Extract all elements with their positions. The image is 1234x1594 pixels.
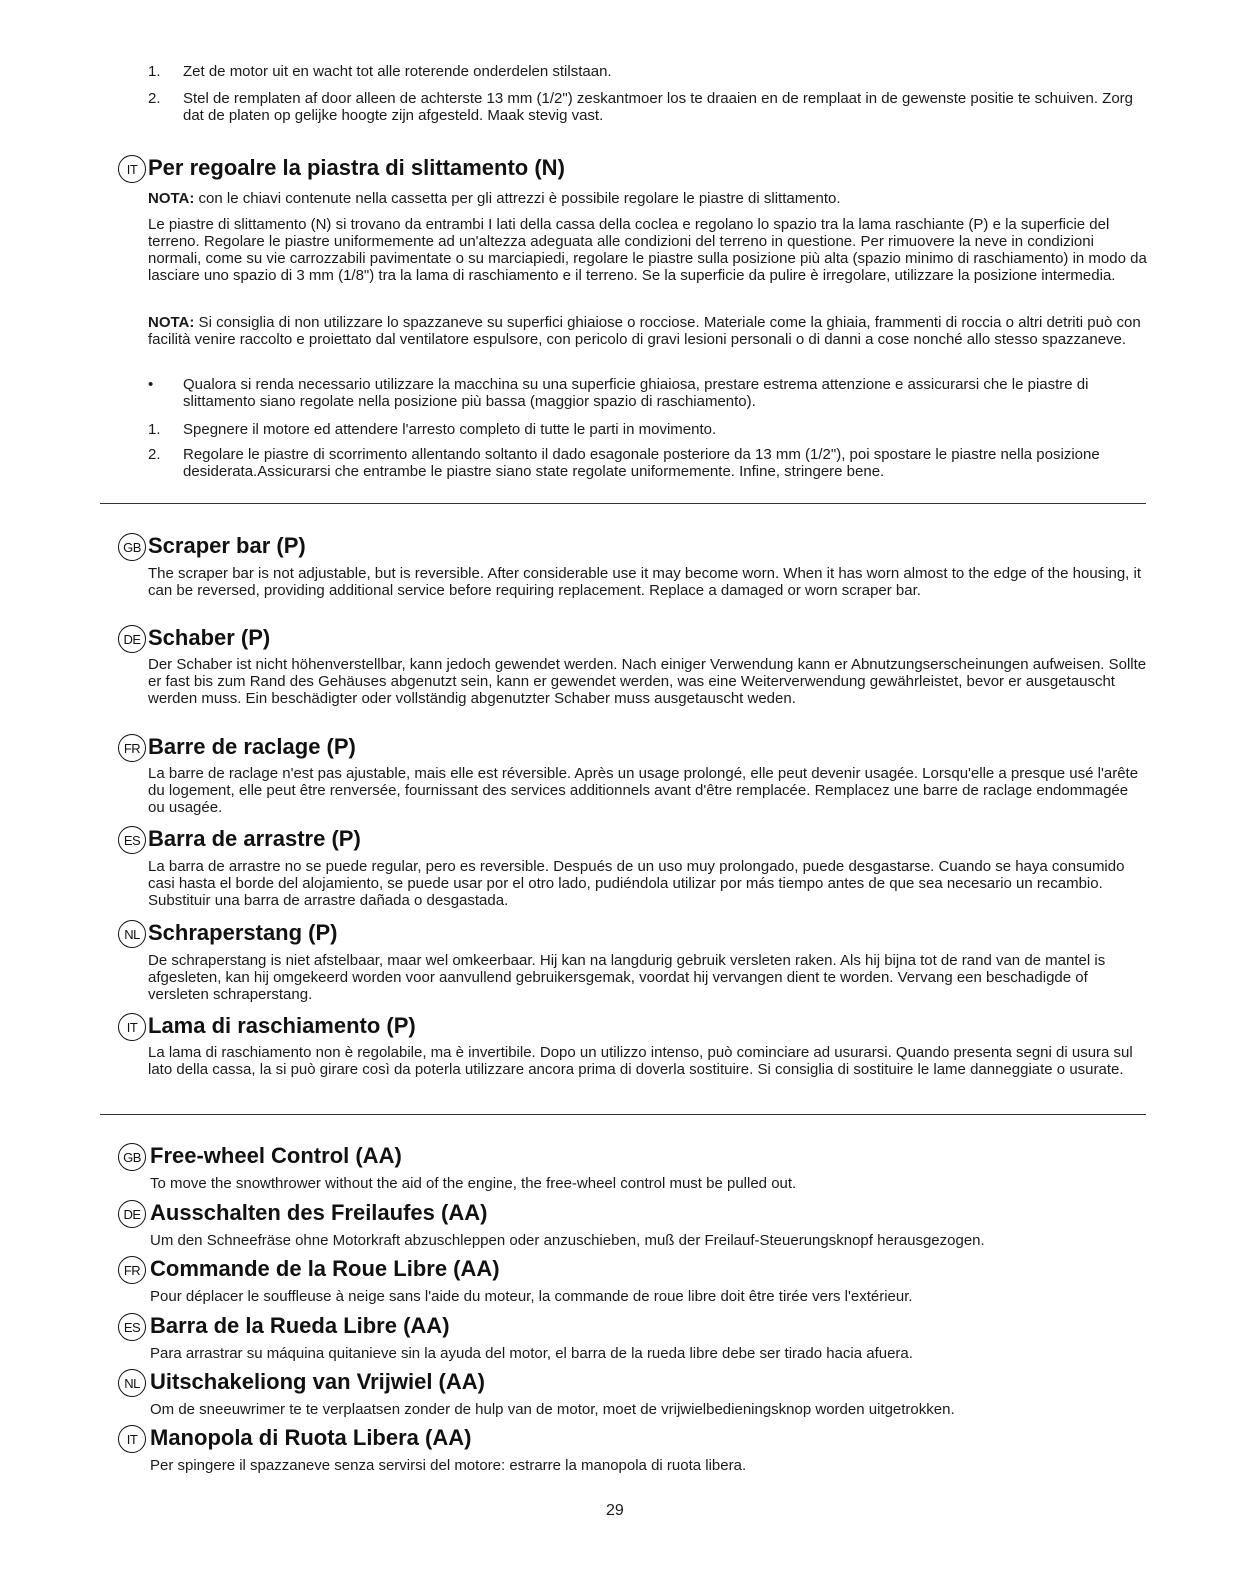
bullet-text: Qualora si renda necessario utilizzare la macchina su una superficie ghiaiosa, prestare estrema attenzione e assicurarsi che le piastre di slittamento siano regolate nella posizione più bassa (maggior spazio di raschiamento).	[183, 376, 1089, 410]
note	[148, 314, 1148, 348]
section-title: Scraper bar (P)	[148, 533, 306, 558]
note-text: Si consiglia di non utilizzare lo spazzaneve su superfici ghiaiose o rocciose. Materiale come la ghiaia, frammenti di roccia o altri detriti può con facilità venire raccolto e proiettato dal ventilatore espulsore, con pericolo di gravi lesioni personali o di danni a cose nonché allo stesso spazzaneve.	[148, 314, 1141, 348]
language-badge: IT	[118, 155, 146, 183]
section-title: Commande de la Roue Libre (AA)	[150, 1256, 500, 1281]
paragraph: Le piastre di slittamento (N) si trovano da entrambi I lati della cassa della coclea e regolano lo spazio tra la lama raschiante (P) e la superficie del terreno. Regolare le piastre uniformemente ad un'altezza adeguata alle condizioni del terreno in questione. Per rimuovere la neve in condizioni normali, come su vie carrozzabili pavimentate o su marciapiedi, regolare le piastre sulla posizione più alta (spazio minimo di raschiamento) in modo da lasciare uno spazio di 3 mm (1/8") tra la lama di raschiamento e il terreno. Se la superficie da pulire è irregolare, utilizzare la posizione intermedia.	[148, 216, 1147, 284]
language-badge: FR	[118, 734, 146, 762]
language-badge: DE	[118, 625, 146, 653]
section-title: Uitschakeliong van Vrijwiel (AA)	[150, 1369, 485, 1394]
page-number: 29	[606, 1502, 624, 1519]
language-badge: GB	[118, 1143, 146, 1171]
paragraph: To move the snowthrower without the aid of the engine, the free-wheel control must be pulled out.	[150, 1175, 797, 1192]
note	[148, 190, 1148, 207]
paragraph: La lama di raschiamento non è regolabile, ma è invertibile. Dopo un utilizzo intenso, può cominciare ad usurarsi. Quando presenta segni di usura sul lato della cassa, la si può girare così da poterla utilizzare ancora prima di doverla sostituire. Si consiglia di sostituire le lame danneggiate o usurate.	[148, 1044, 1133, 1078]
bullet-dot: •	[148, 376, 154, 393]
section-title: Barra de la Rueda Libre (AA)	[150, 1313, 450, 1338]
section-title: Free-wheel Control (AA)	[150, 1143, 402, 1168]
language-badge: FR	[118, 1256, 146, 1284]
section-title: Schaber (P)	[148, 625, 271, 650]
step-number: 1.	[148, 421, 161, 438]
section-title: Lama di raschiamento (P)	[148, 1013, 416, 1038]
language-badge: NL	[118, 1369, 146, 1397]
section-divider	[100, 503, 1146, 504]
section-title: Barra de arrastre (P)	[148, 826, 361, 851]
section-title: Schraperstang (P)	[148, 920, 338, 945]
step-text: Regolare le piastre di scorrimento allentando soltanto il dado esagonale posteriore da 13 mm (1/2"), poi spostare le piastre nella posizione desiderata.Assicurarsi che entrambe le piastre siano state regolate uniformemente. Infine, stringere bene.	[183, 446, 1100, 480]
note-label: NOTA:	[148, 314, 195, 331]
language-badge: GB	[118, 533, 146, 561]
note-label: NOTA:	[148, 190, 195, 207]
paragraph: Pour déplacer le souffleuse à neige sans l'aide du moteur, la commande de roue libre doit être tirée vers l'extérieur.	[150, 1288, 913, 1305]
step-number: 2.	[148, 90, 161, 107]
paragraph: Per spingere il spazzaneve senza servirsi del motore: estrarre la manopola di ruota libera.	[150, 1457, 747, 1474]
paragraph: Um den Schneefräse ohne Motorkraft abzuschleppen oder anzuschieben, muß der Freilauf-Steuerungsknopf herausgezogen.	[150, 1232, 985, 1249]
paragraph: Der Schaber ist nicht höhenverstellbar, kann jedoch gewendet werden. Nach einiger Verwendung kann er Abnutzungserscheinungen aufweisen. Sollte er fast bis zum Rand des Gehäuses abgenutzt sein, kann er gewendet werden, was eine Weiterverwendung gewährleistet, bevor er ausgetauscht werden muss. Ein beschädigter oder vollständig abgenutzter Schaber muss ausgetauscht weden.	[148, 656, 1147, 707]
paragraph: Para arrastrar su máquina quitanieve sin la ayuda del motor, el barra de la rueda libre debe ser tirado hacia afuera.	[150, 1345, 913, 1362]
language-badge: ES	[118, 1313, 146, 1341]
step-number: 2.	[148, 446, 161, 463]
language-badge: IT	[118, 1013, 146, 1041]
step-text: Spegnere il motore ed attendere l'arresto completo di tutte le parti in movimento.	[183, 421, 717, 438]
language-badge: DE	[118, 1200, 146, 1228]
section-title: Barre de raclage (P)	[148, 734, 356, 759]
paragraph: Om de sneeuwrimer te te verplaatsen zonder de hulp van de motor, moet de vrijwielbedieningsknop worden uitgetrokken.	[150, 1401, 955, 1418]
paragraph: La barre de raclage n'est pas ajustable, mais elle est réversible. Après un usage prolongé, elle peut devenir usagée. Lorsqu'elle a presque usé l'arête du logement, elle peut être renversée, fournissant des services additionnels avant d'être remplacée. Remplacez une barre de raclage endommagée ou usagée.	[148, 765, 1139, 816]
step-text: Zet de motor uit en wacht tot alle roterende onderdelen stilstaan.	[183, 63, 612, 80]
section-title: Ausschalten des Freilaufes (AA)	[150, 1200, 488, 1225]
language-badge: IT	[118, 1425, 146, 1453]
step-number: 1.	[148, 63, 161, 80]
step-text: Stel de remplaten af door alleen de achterste 13 mm (1/2") zeskantmoer los te draaien en de remplaat in de gewenste positie te schuiven. Zorg dat de platen op gelijke hoogte zijn afgesteld. Maak stevig vast.	[183, 90, 1134, 124]
paragraph: The scraper bar is not adjustable, but is reversible. After considerable use it may become worn. When it has worn almost to the edge of the housing, it can be reversed, providing additional service before requiring replacement. Replace a damaged or worn scraper bar.	[148, 565, 1142, 599]
section-title: Per regoalre la piastra di slittamento (N)	[148, 155, 565, 180]
paragraph: De schraperstang is niet afstelbaar, maar wel omkeerbaar. Hij kan na langdurig gebruik versleten raken. Als hij bijna tot de rand van de mantel is afgesleten, kan hij omgekeerd worden voor aanvullend gebruikersgemak, voordat hij vervangen dient te worden. Vervang een beschadigde of versleten schraperstang.	[148, 952, 1106, 1003]
section-divider	[100, 1114, 1146, 1115]
paragraph: La barra de arrastre no se puede regular, pero es reversible. Después de un uso muy prolongado, puede desgastarse. Cuando se haya consumido casi hasta el borde del alojamiento, se puede usar por el otro lado, pudiéndola utilizar por más tiempo antes de que sea necesario un recambio. Substituir una barra de arrastre dañada o desgastada.	[148, 858, 1125, 909]
section-title: Manopola di Ruota Libera (AA)	[150, 1425, 472, 1450]
note-text: con le chiavi contenute nella cassetta per gli attrezzi è possibile regolare le piastre di slittamento.	[194, 190, 841, 207]
language-badge: NL	[118, 920, 146, 948]
language-badge: ES	[118, 826, 146, 854]
